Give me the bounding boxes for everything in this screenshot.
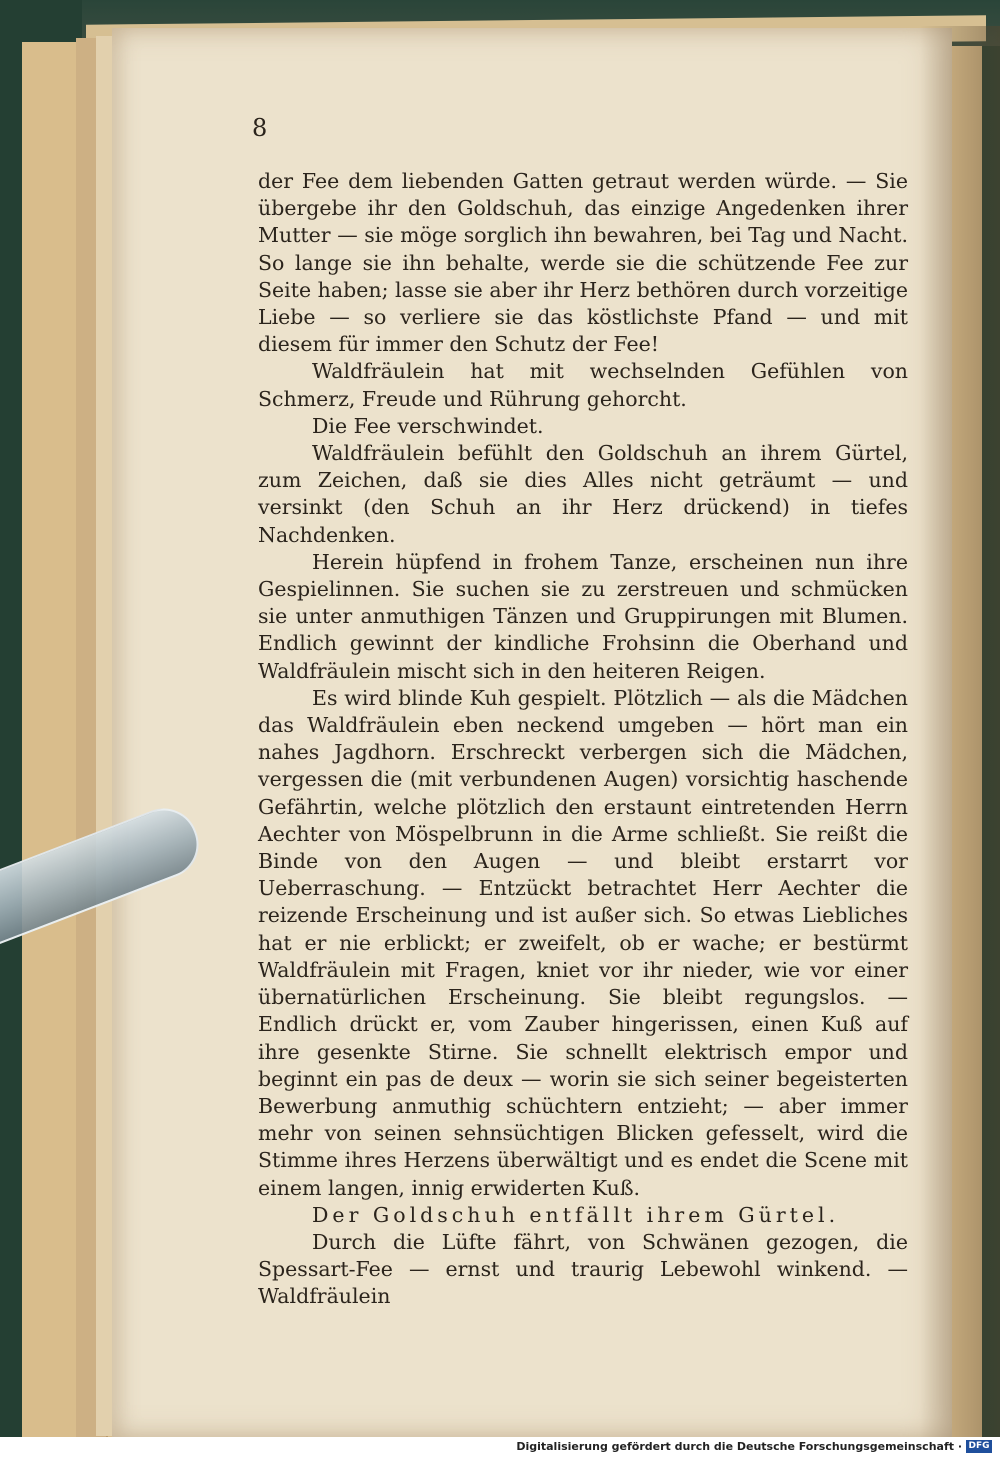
- paragraph: der Fee dem liebenden Gatten getraut werden würde. — Sie übergebe ihr den Goldschuh, das einzige Angedenken ihrer Mutter — sie möge sorglich ihn bewahren, bei Tag und Nacht. So lange sie ihn behalte, werde sie die schützende Fee zur Seite haben; lasse sie aber ihr Herz bethören durch vorzeitige Liebe — so verliere sie das köstlichste Pfand — und mit diesem für immer den Schutz der Fee!: [258, 169, 908, 357]
- page-number: 8: [252, 114, 268, 142]
- page-text: [258, 168, 908, 1311]
- paragraph: Die Fee verschwindet.: [312, 413, 544, 438]
- paragraph: Es wird blinde Kuh gespielt. Plötzlich — als die Mädchen das Waldfräulein eben neckend umgeben — hört man ein nahes Jagdhorn. Erschreckt verbergen sich die Mädchen, vergessen die (mit verbundenen Augen) vorsichtig haschende Gefährtin, welche plötzlich den erstaunt eintretenden Herrn Aechter von Möspelbrunn in die Arme schließt. Sie reißt die Binde von den Augen — und bleibt erstarrt vor Ueberraschung. — Entzückt betrachtet Herr Aechter die reizende Erscheinung und ist außer sich. So etwas Liebliches hat er nie erblickt; er zweifelt, ob er wache; er bestürmt Waldfräulein mit Fragen, kniet vor ihr nieder, wie vor einer übernatürlichen Erscheinung. Sie bleibt regungslos. — Endlich drückt er, vom Zauber hingerissen, einen Kuß auf ihre gesenkte Stirne. Sie schnellt elektrisch empor und beginnt ein pas de deux — worin sie sich seiner begeisterten Bewerbung anmuthig schüchtern entzieht; — aber immer mehr von seinen sehnsüchtigen Blicken gefesselt, wird die Stimme ihres Herzens überwältigt und es endet die Scene mit einem langen, innig erwiderten Kuß.: [258, 685, 908, 1200]
- funding-notice: Digitalisierung gefördert durch die Deutsche Forschungsgemeinschaft ·: [516, 1440, 962, 1453]
- paragraph: Waldfräulein befühlt den Goldschuh an ihrem Gürtel, zum Zeichen, daß sie dies Alles nicht geträumt — und versinkt (den Schuh an ihr Herz drückend) in tiefes Nachdenken.: [258, 441, 908, 547]
- footer-bar: [0, 1437, 1000, 1457]
- paragraph: Der Goldschuh entfällt ihrem Gürtel.: [312, 1202, 840, 1227]
- paragraph: Durch die Lüfte fährt, von Schwänen gezogen, die Spessart-Fee — ernst und traurig Lebewohl winkend. — Waldfräulein: [258, 1229, 908, 1309]
- dfg-logo: DFG: [966, 1440, 992, 1453]
- paragraph: Waldfräulein hat mit wechselnden Gefühlen von Schmerz, Freude und Rührung gehorcht.: [258, 359, 908, 411]
- page-shadow: [920, 26, 1000, 1437]
- paragraph: Herein hüpfend in frohem Tanze, erscheinen nun ihre Gespielinnen. Sie suchen sie zu zerstreuen und schmücken sie unter anmuthigen Tänzen und Gruppirungen mit Blumen. Endlich gewinnt der kindliche Frohsinn die Oberhand und Waldfräulein mischt sich in den heiteren Reigen.: [258, 549, 908, 683]
